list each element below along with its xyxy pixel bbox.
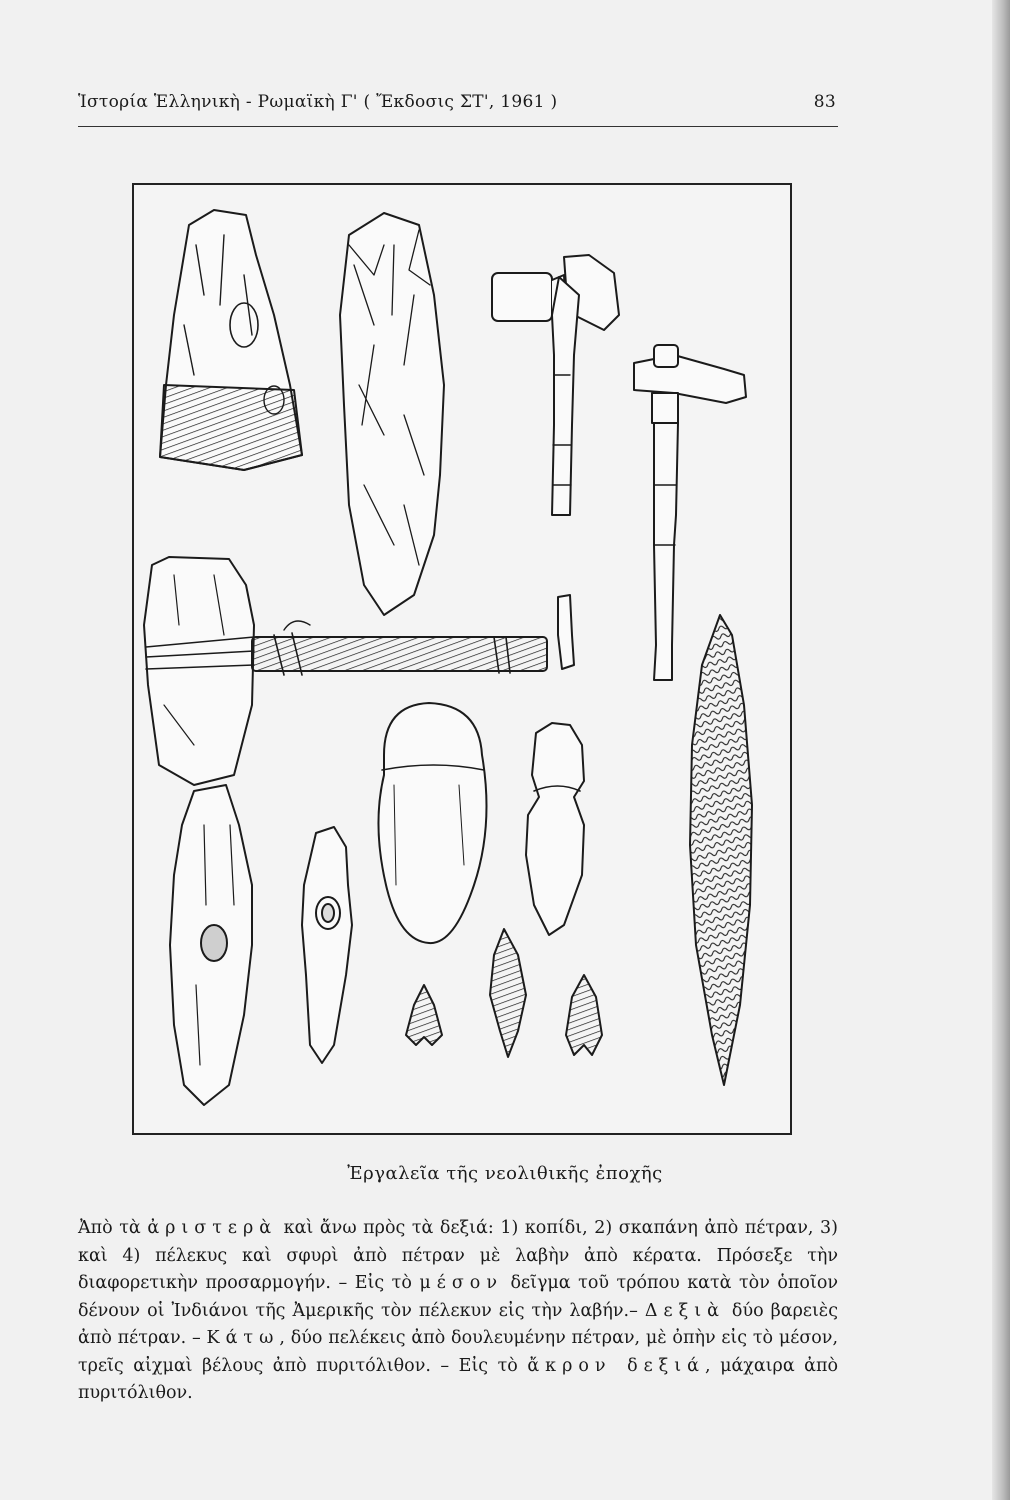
figure-caption-text — [78, 1215, 838, 1408]
shaft-hole-axe-large — [170, 785, 252, 1105]
caption-segment: καὶ ἄνω πρὸς τὰ δεξιά: 1) κοπίδι, 2) σκαπάνη ἀπὸ πέτραν, 3) καὶ 4) πέλεκυς καὶ σφυρὶ ἀπὸ πέτραν μὲ λαβὴν ἀπὸ κέρατα. Πρόσεξε τὴν διαφορετικὴν προσαρμογήν. – Εἰς τὸ — [78, 1218, 838, 1293]
running-head — [78, 92, 838, 118]
stone-hammer-oval — [378, 703, 486, 943]
arrowhead-left — [406, 985, 442, 1045]
page-number: 83 — [813, 92, 836, 112]
running-head-title: Ἱστορία Ἑλληνικὴ - Ρωμαϊκὴ Γ' ( Ἔκδοσις ΣΤ', 1961 ) — [78, 92, 558, 112]
stone-club-knob — [526, 723, 584, 935]
figure-caption-title: Ἐργαλεῖα τῆς νεολιθικῆς ἐποχῆς — [347, 1163, 663, 1184]
caption-segment: , δύο πελέκεις ἀπὸ δουλευμένην πέτραν, μὲ ὀπὴν εἰς τὸ μέσον, τρεῖς αἰχμαὶ βέλους ἀπὸ πυριτόλιθον. – Εἰς τὸ — [78, 1328, 839, 1376]
arrowhead-right — [566, 975, 602, 1055]
chopper-tool — [160, 210, 302, 470]
arrowhead-middle — [490, 929, 526, 1057]
flint-knife — [690, 615, 752, 1085]
figure-illustration — [132, 183, 792, 1135]
caption-emphasis-left: ἀριστερὰ — [147, 1218, 278, 1238]
stone-pick-tool — [340, 213, 444, 615]
caption-segment: δύο βαρειὲς ἀπὸ πέτραν. – — [78, 1300, 838, 1348]
caption-segment: δεῖγμα τοῦ τρόπου κατὰ τὸν ὁποῖον δένουν οἱ Ἰνδιάνοι τῆς Ἀμερικῆς τὸν πέλεκυν εἰς τὴν λαβήν.– — [78, 1273, 838, 1321]
header-rule — [78, 126, 838, 127]
caption-segment: , μάχαιρα ἀπὸ πυριτόλιθον. — [78, 1355, 839, 1403]
neolithic-tools-drawing — [134, 185, 790, 1133]
stone-fragment — [558, 595, 574, 669]
hafted-axe-bound — [144, 557, 547, 785]
page-edge — [992, 0, 1010, 1500]
caption-emphasis-middle: μέσον — [419, 1273, 503, 1293]
shaft-hole-axe-small — [302, 827, 352, 1063]
caption-segment: Ἀπὸ τὰ — [78, 1218, 148, 1238]
caption-emphasis-right: Δεξιὰ — [644, 1300, 725, 1321]
caption-emphasis-far-right: ἄκρον δεξιά — [527, 1355, 705, 1376]
caption-emphasis-below: Κάτω — [206, 1328, 280, 1348]
antler-handled-axe — [492, 255, 619, 515]
